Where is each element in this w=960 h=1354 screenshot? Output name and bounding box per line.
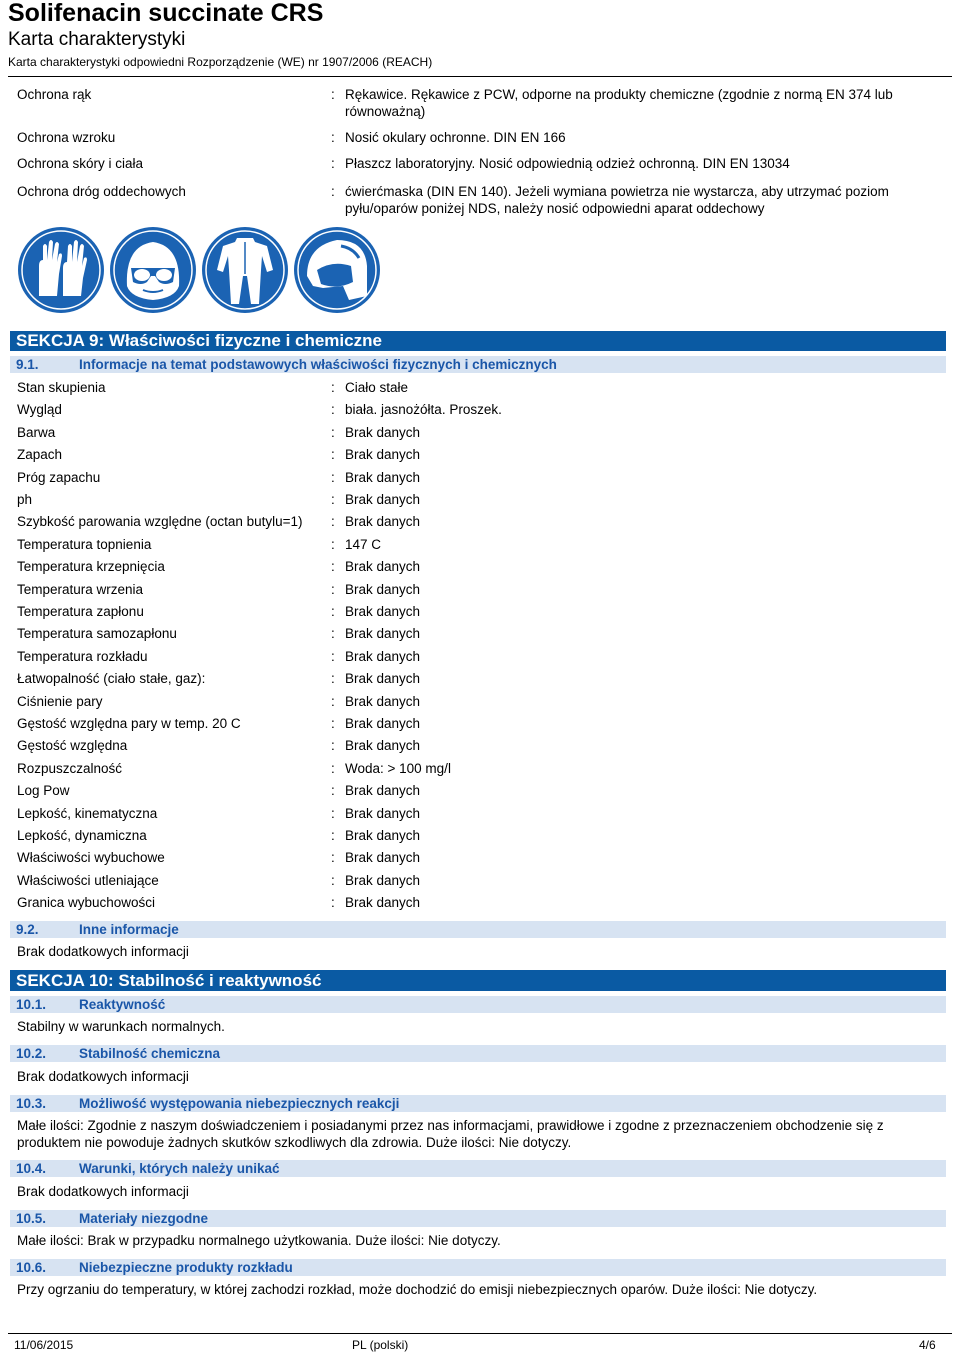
property-value: Brak danych <box>345 850 421 866</box>
property-row <box>17 670 947 692</box>
colon: : <box>331 738 335 754</box>
subsection-text: Przy ogrzaniu do temperatury, w której zachodzi rozkład, może dochodzić do emisji niebezpiecznych oparów. Duże ilości: Nie dotyczy. <box>17 1282 818 1297</box>
subsection-text: Stabilny w warunkach normalnych. <box>17 1019 225 1034</box>
property-value: Brak danych <box>345 559 421 575</box>
property-value: Brak danych <box>345 581 421 597</box>
protection-value: ćwierćmaska (DIN EN 140). Jeżeli wymiana powietrza nie wystarcza, aby utrzymać poziom pyłu/oparów poniżej NDS, należy nosić odpowiedni aparat oddechowy <box>345 184 889 216</box>
protection-label: Ochrona rąk <box>17 87 92 102</box>
property-row <box>17 536 947 558</box>
colon: : <box>331 783 335 799</box>
property-row <box>17 513 947 535</box>
property-label: Lepkość, dynamiczna <box>17 828 147 843</box>
subsection-title: Możliwość występowania niebezpiecznych reakcji <box>79 1096 400 1111</box>
subsection-text: Małe ilości: Zgodnie z naszym doświadczeniem i posiadanymi przez nas informacjami, prawidłowe i zgodne z przeznaczeniem obchodzenie się z produktem nie powoduje żadnych skutków szkodliwych dla zdrowia. Duże ilości: Nie dotyczy. <box>17 1118 884 1150</box>
section-9-header <box>10 331 946 351</box>
subsection-number: 10.2. <box>16 1046 47 1061</box>
colon: : <box>331 648 335 664</box>
property-label: Temperatura zapłonu <box>17 604 144 619</box>
footer-language: PL (polski) <box>352 1338 409 1352</box>
colon: : <box>331 130 335 145</box>
goggles-icon <box>109 226 197 314</box>
property-label: Temperatura topnienia <box>17 536 152 552</box>
property-label: Granica wybuchowości <box>17 895 156 911</box>
property-label: Rozpuszczalność <box>17 760 123 776</box>
property-label: Właściwości utleniające <box>17 872 159 888</box>
property-row <box>17 827 947 849</box>
colon: : <box>331 850 335 866</box>
colon: : <box>331 872 335 888</box>
protection-label: Ochrona wzroku <box>17 130 116 145</box>
subsection-number: 10.5. <box>16 1211 47 1226</box>
colon: : <box>331 492 335 507</box>
property-label: Temperatura wrzenia <box>17 581 144 597</box>
property-label: Temperatura samozapłonu <box>17 626 177 642</box>
property-value: Woda: > 100 mg/l <box>345 760 451 776</box>
colon: : <box>331 895 335 911</box>
property-value: 147 C <box>345 536 382 552</box>
colon: : <box>331 184 335 199</box>
property-label: Log Pow <box>17 783 70 799</box>
property-value: Brak danych <box>345 447 421 463</box>
protection-row-eyes <box>17 129 947 147</box>
subsection-10-2 <box>10 1045 946 1062</box>
property-label: Temperatura krzepnięcia <box>17 559 165 575</box>
property-value: Brak danych <box>345 872 421 888</box>
subsection-title: Warunki, których należy unikać <box>79 1161 280 1176</box>
property-label: Właściwości wybuchowe <box>17 850 165 866</box>
subsection-number: 10.4. <box>16 1161 47 1176</box>
property-row <box>17 872 947 894</box>
property-label: Próg zapachu <box>17 469 101 485</box>
colon: : <box>331 828 335 843</box>
header-divider <box>8 76 952 77</box>
protection-label: Ochrona skóry i ciała <box>17 156 144 171</box>
property-row <box>17 715 947 737</box>
property-label: Ciśnienie pary <box>17 693 103 709</box>
property-value: Brak danych <box>345 424 421 440</box>
property-row <box>17 782 947 804</box>
subsection-title: Informacje na temat podstawowych właściwości fizycznych i chemicznych <box>79 357 557 372</box>
subsection-title: Stabilność chemiczna <box>79 1046 221 1061</box>
colon: : <box>331 536 335 552</box>
protection-row-respiratory <box>17 183 947 219</box>
half-mask-icon <box>293 226 381 314</box>
colon: : <box>331 716 335 731</box>
section-10-header <box>10 970 946 991</box>
subsection-number: 9.1. <box>16 357 39 372</box>
protection-value: Nosić okulary ochronne. DIN EN 166 <box>345 130 566 145</box>
property-row <box>17 558 947 580</box>
property-value: Brak danych <box>345 671 421 687</box>
subsection-10-1 <box>10 996 946 1013</box>
property-row <box>17 894 947 916</box>
property-row <box>17 581 947 603</box>
document-header <box>8 0 952 69</box>
property-row <box>17 424 947 446</box>
property-value: Brak danych <box>345 469 421 485</box>
property-label: Wygląd <box>17 402 62 418</box>
property-value: Brak danych <box>345 828 421 843</box>
colon: : <box>331 559 335 575</box>
property-row <box>17 446 947 468</box>
property-label: ph <box>17 492 33 507</box>
regulation-line: Karta charakterystyki odpowiedni Rozporządzenie (WE) nr 1907/2006 (REACH) <box>8 55 433 69</box>
property-label: Gęstość względna pary w temp. 20 C <box>17 716 241 731</box>
subsection-10-3 <box>10 1095 946 1112</box>
property-label: Łatwopalność (ciało stałe, gaz): <box>17 671 206 687</box>
colon: : <box>331 424 335 440</box>
protection-value: Rękawice. Rękawice z PCW, odporne na produkty chemiczne (zgodnie z normą EN 374 lub równoważną) <box>345 87 893 119</box>
property-row <box>17 401 947 423</box>
subsection-text: Brak dodatkowych informacji <box>17 944 189 959</box>
property-value: Brak danych <box>345 693 421 709</box>
property-row <box>17 760 947 782</box>
footer-date: 11/06/2015 <box>14 1338 74 1352</box>
colon: : <box>331 805 335 821</box>
property-row <box>17 625 947 647</box>
property-row <box>17 379 947 401</box>
subsection-number: 10.6. <box>16 1260 47 1275</box>
property-row <box>17 849 947 871</box>
subsection-text: Brak dodatkowych informacji <box>17 1069 189 1084</box>
protection-value: Płaszcz laboratoryjny. Nosić odpowiednią odzież ochronną. DIN EN 13034 <box>345 156 790 171</box>
property-value: Brak danych <box>345 805 421 821</box>
protection-label: Ochrona dróg oddechowych <box>17 184 186 199</box>
colon: : <box>331 671 335 687</box>
property-value: Brak danych <box>345 514 421 530</box>
subsection-number: 9.2. <box>16 922 39 937</box>
colon: : <box>331 604 335 619</box>
property-value: Ciało stałe <box>345 380 409 395</box>
section-10-title: SEKCJA 10: Stabilność i reaktywność <box>16 971 322 990</box>
coverall-icon <box>201 226 289 314</box>
protection-row-skin <box>17 155 947 173</box>
subsection-title: Materiały niezgodne <box>79 1211 209 1226</box>
property-label: Gęstość względna <box>17 738 128 754</box>
product-title: Solifenacin succinate CRS <box>8 0 324 27</box>
property-row <box>17 693 947 715</box>
gloves-icon <box>17 226 105 314</box>
property-label: Zapach <box>17 447 63 463</box>
property-row <box>17 805 947 827</box>
property-label: Barwa <box>17 424 56 440</box>
property-label: Szybkość parowania względne (octan butylu=1) <box>17 514 303 530</box>
property-value: Brak danych <box>345 738 421 754</box>
property-value: Brak danych <box>345 648 421 664</box>
colon: : <box>331 447 335 463</box>
colon: : <box>331 469 335 485</box>
colon: : <box>331 380 335 395</box>
subsection-text: Brak dodatkowych informacji <box>17 1184 189 1199</box>
property-value: Brak danych <box>345 783 421 799</box>
subsection-number: 10.1. <box>16 997 47 1012</box>
subsection-number: 10.3. <box>16 1096 47 1111</box>
subsection-text: Małe ilości: Brak w przypadku normalnego użytkowania. Duże ilości: Nie dotyczy. <box>17 1233 501 1248</box>
colon: : <box>331 87 335 102</box>
colon: : <box>331 693 335 709</box>
colon: : <box>331 581 335 597</box>
subsection-9-2 <box>10 921 946 938</box>
colon: : <box>331 760 335 776</box>
subsection-title: Niebezpieczne produkty rozkładu <box>79 1260 293 1275</box>
subsection-10-6 <box>10 1259 946 1276</box>
property-value: Brak danych <box>345 716 421 731</box>
property-value: Brak danych <box>345 895 421 911</box>
property-label: Stan skupienia <box>17 380 106 395</box>
colon: : <box>331 402 335 418</box>
colon: : <box>331 156 335 171</box>
subsection-title: Reaktywność <box>79 997 166 1012</box>
property-row <box>17 469 947 491</box>
property-row <box>17 603 947 625</box>
subsection-10-4 <box>10 1160 946 1177</box>
ppe-pictograms <box>17 226 387 318</box>
property-value: Brak danych <box>345 626 421 642</box>
subsection-title: Inne informacje <box>79 922 179 937</box>
property-value: Brak danych <box>345 604 421 619</box>
property-row <box>17 491 947 513</box>
subsection-9-1 <box>10 356 946 373</box>
property-label: Lepkość, kinematyczna <box>17 805 158 821</box>
property-value: Brak danych <box>345 492 421 507</box>
section-9-title: SEKCJA 9: Właściwości fizyczne i chemiczne <box>16 331 382 350</box>
property-value: biała. jasnożółta. Proszek. <box>345 402 502 418</box>
protection-row-hands <box>17 86 947 122</box>
colon: : <box>331 514 335 530</box>
property-row <box>17 737 947 759</box>
property-label: Temperatura rozkładu <box>17 648 148 664</box>
subsection-10-5 <box>10 1210 946 1227</box>
footer-divider <box>8 1333 952 1334</box>
document-type: Karta charakterystyki <box>8 29 186 50</box>
property-row <box>17 648 947 670</box>
colon: : <box>331 626 335 642</box>
footer-page: 4/6 <box>919 1338 936 1352</box>
